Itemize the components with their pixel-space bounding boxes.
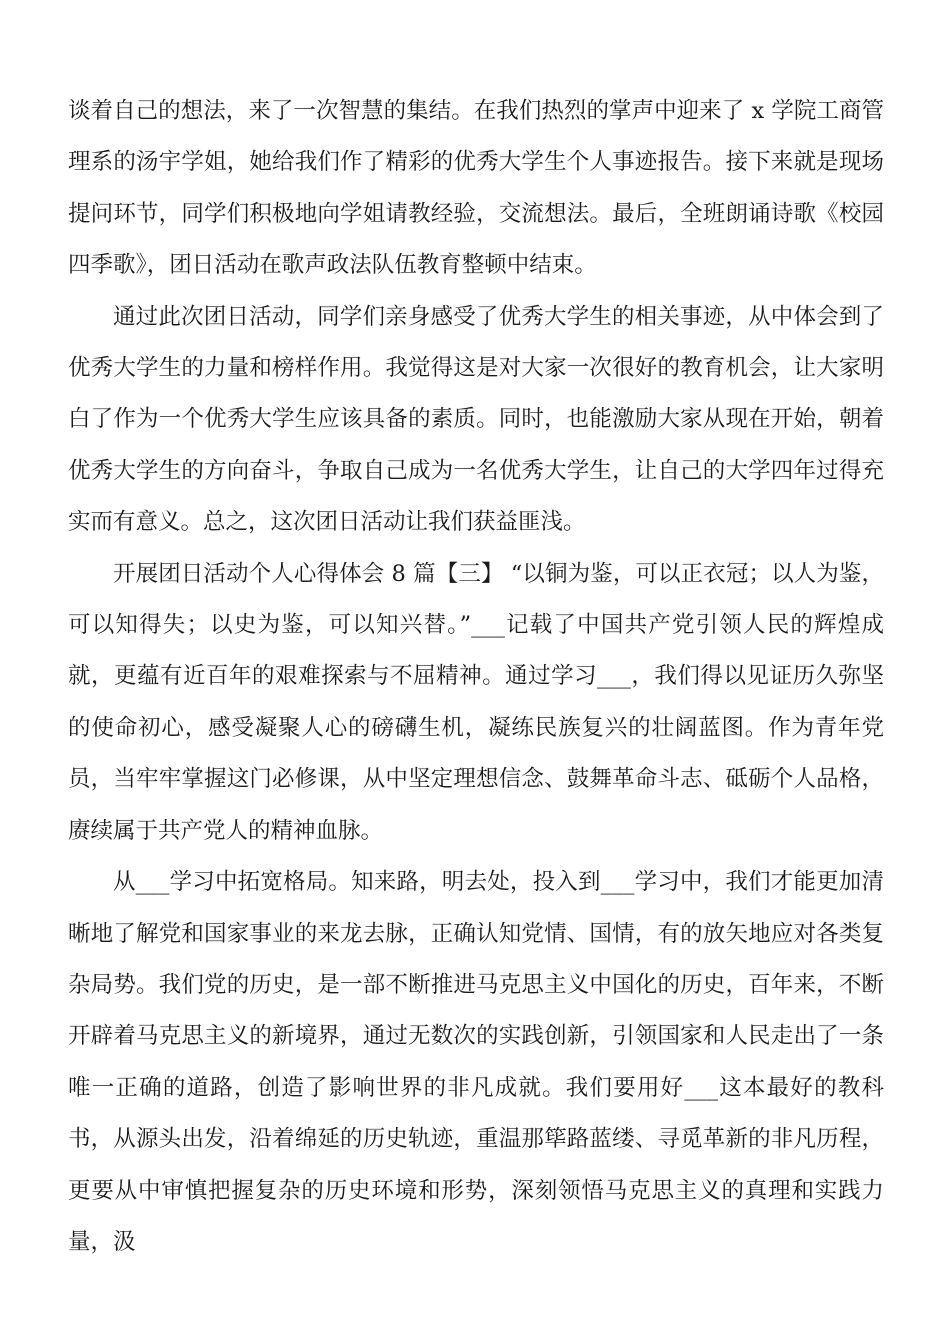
paragraph-reflection: 通过此次团日活动，同学们亲身感受了优秀大学生的相关事迹，从中体会到了优秀大学生的力量和榜样作用。我觉得这是对大家一次很好的教育机会，让大家明白了作为一个优秀大学生应该具备的素质。同时，也能激励大家从现在开始，朝着优秀大学生的方向奋斗，争取自己成为一名优秀大学生，让自己的大学四年过得充实而有意义。总之，这次团日活动让我们获益匪浅。: [68, 303, 884, 536]
paragraph-history-study: 从___学习中拓宽格局。知来路，明去处，投入到___学习中，我们才能更加清晰地了解党和国家事业的来龙去脉，正确认知党情、国情，有的放矢地应对各类复杂局势。我们党的历史，是一部不断推进马克思主义中国化的历史，百年来，不断开辟着马克思主义的新境界，通过无数次的实践创新，引领国家和人民走出了一条唯一正确的道路，创造了影响世界的非凡成就。我们要用好___这本最好的教科书，从源头出发，沿着绵延的历史轨迹，重温那筚路蓝缕、寻觅革新的非凡历程，更要从中审慎把握复杂的历史环境和形势，深刻领悟马克思主义的真理和实践力量，汲: [68, 869, 884, 1255]
paragraph-continuation: 谈着自己的想法，来了一次智慧的集结。在我们热烈的掌声中迎来了 x 学院工商管理系的汤宇学姐，她给我们作了精彩的优秀大学生个人事迹报告。接下来就是现场提问环节，同学们积极地向学姐请教经验，交流想法。最后，全班朗诵诗歌《校园四季歌》，团日活动在歌声政法队伍教育整顿中结束。: [68, 98, 884, 279]
document-page: [68, 86, 884, 1268]
paragraph-section-three: 开展团日活动个人心得体会 8 篇【三】 “以铜为鉴，可以正衣冠；以人为鉴，可以知得失；以史为鉴，可以知兴替。”___记载了中国共产党引领人民的辉煌成就，更蕴有近百年的艰难探索与不屈精神。通过学习___，我们得以见证历久弥坚的使命初心，感受凝聚人心的磅礴生机，凝练民族复兴的壮阔蓝图。作为青年党员，当牢牢掌握这门必修课，从中坚定理想信念、鼓舞革命斗志、砥砺个人品格，赓续属于共产党人的精神血脉。: [68, 560, 884, 844]
